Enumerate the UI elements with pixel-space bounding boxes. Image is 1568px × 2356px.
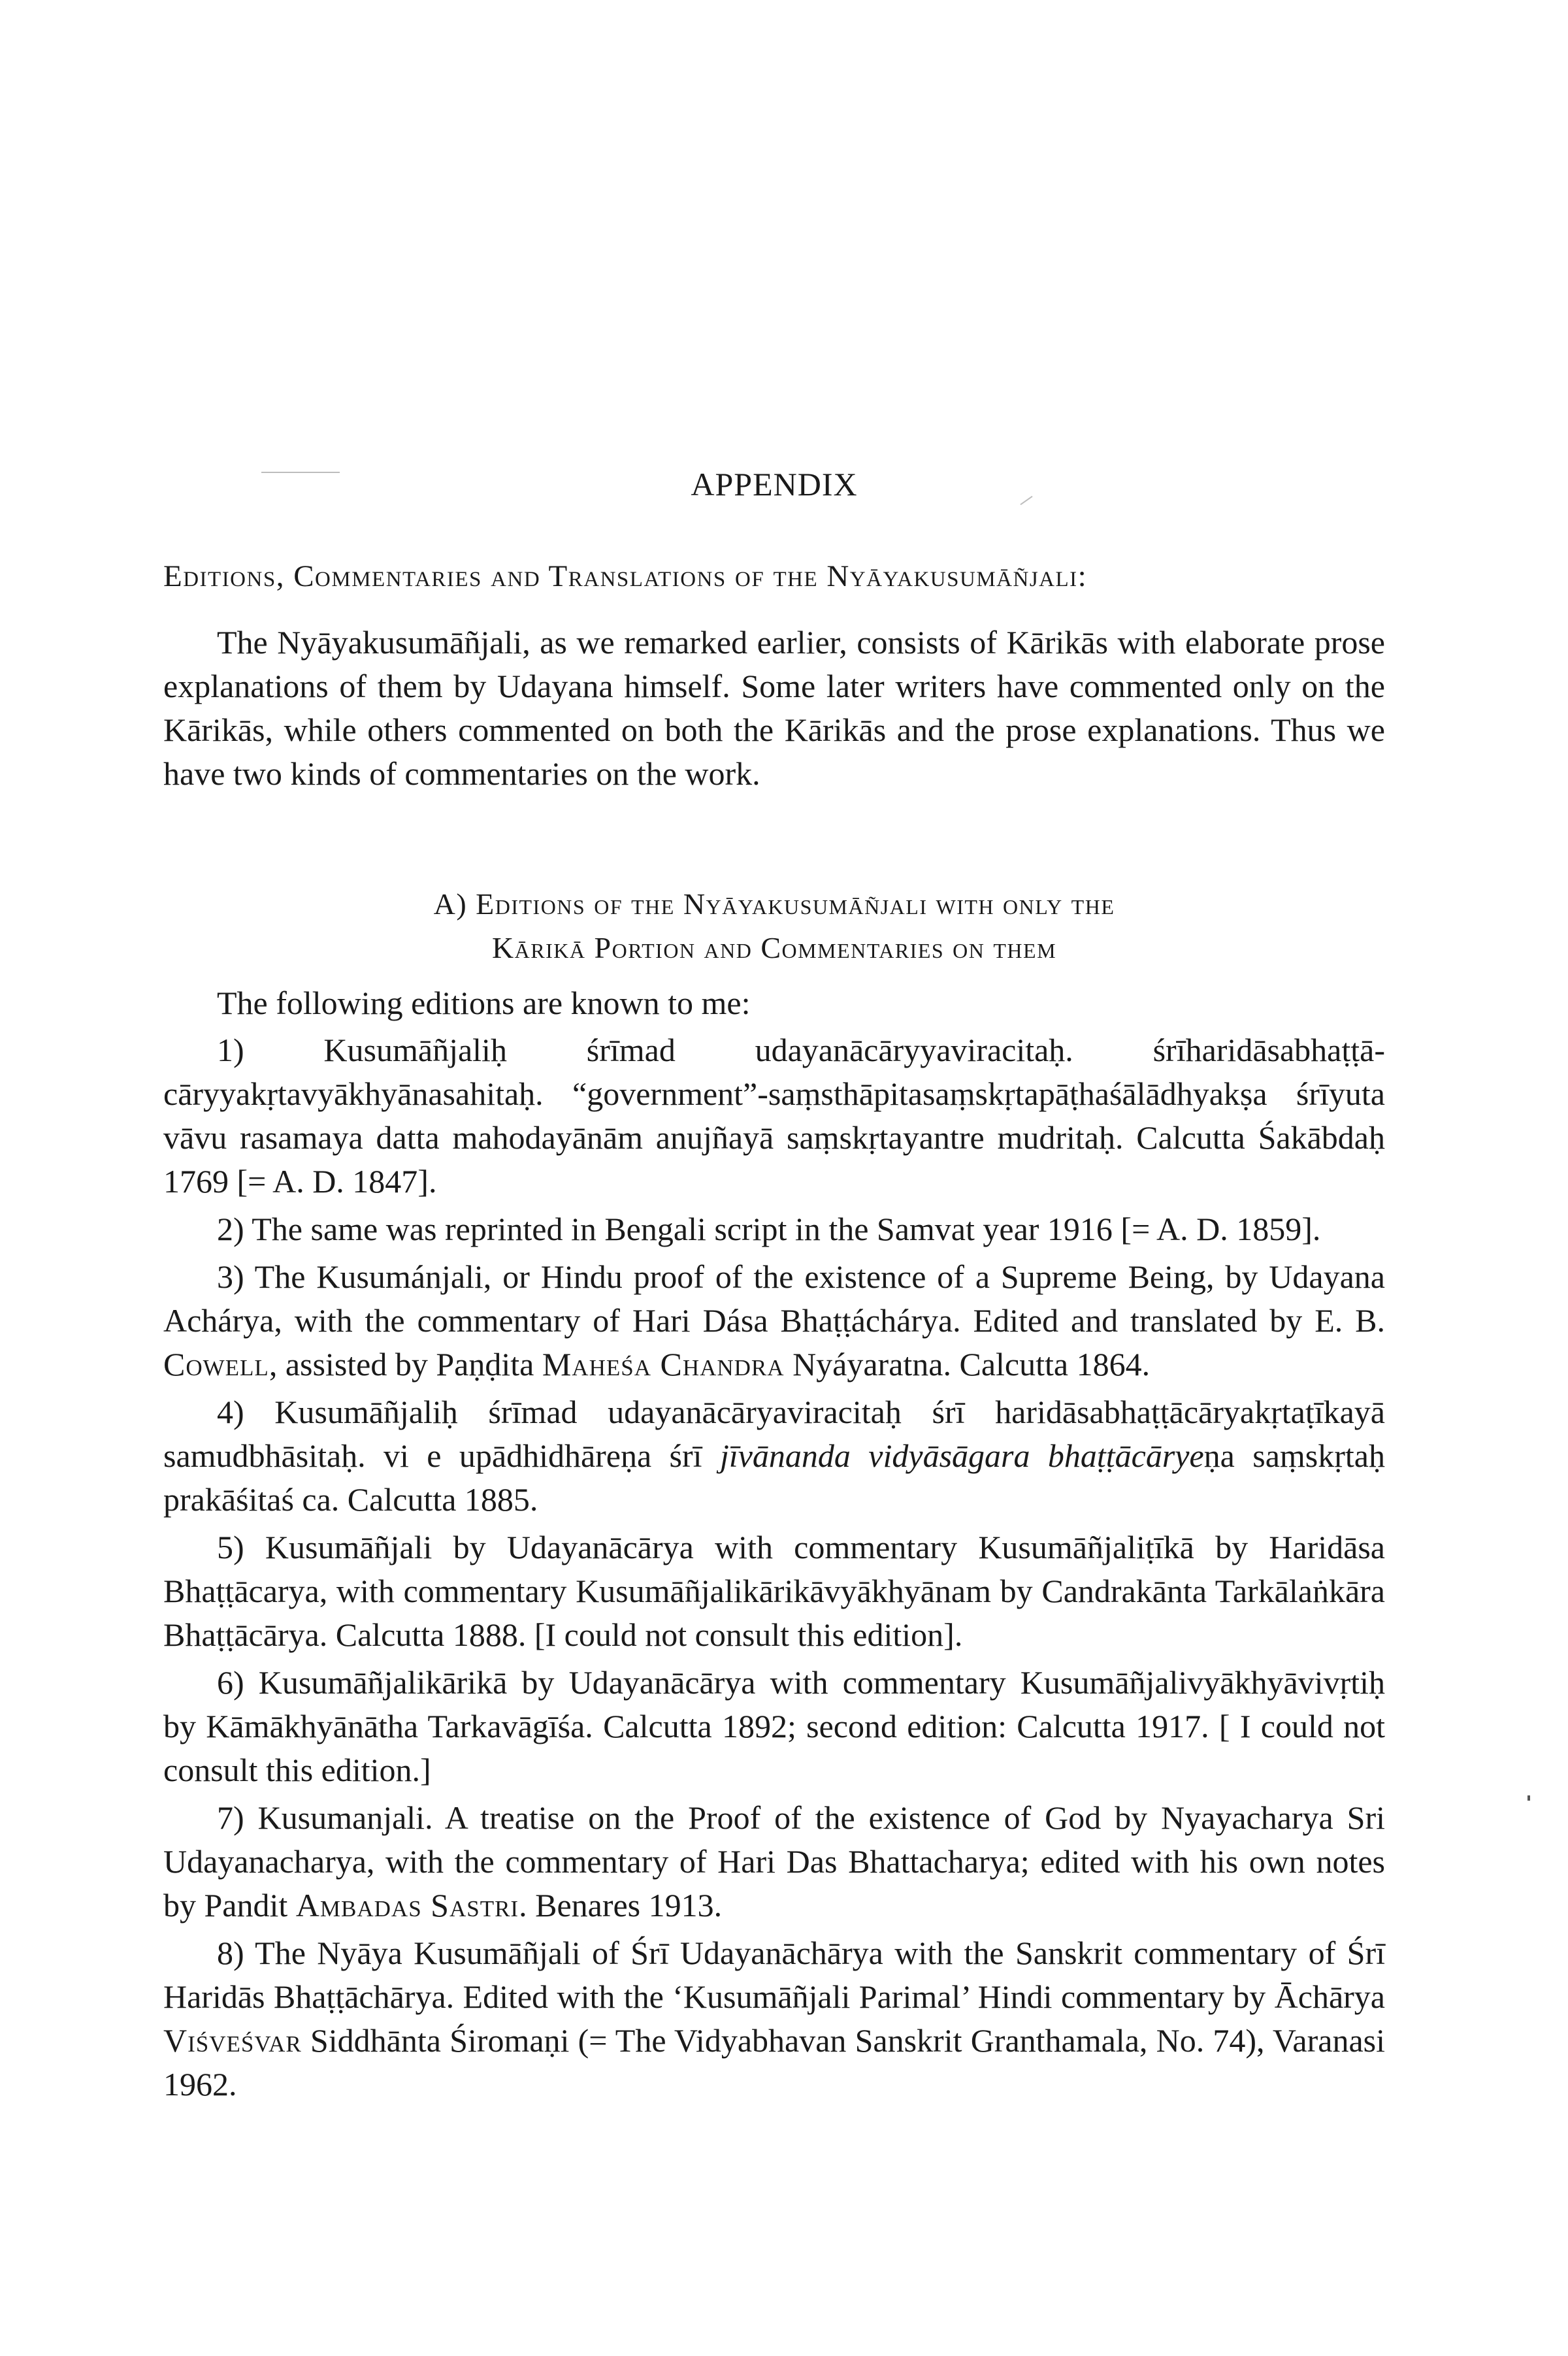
author-name: Cowell	[163, 1346, 269, 1383]
entry-text: Nyáyaratna. Calcutta 1864.	[784, 1346, 1151, 1383]
entry-text: 7) Kusumanjali. A treatise on the Proof of the existence of God by Nyayacharya Sri Udayanacharya, with the commentary of Hari Das Bhattacharya; edited with his own notes by Pandit	[163, 1799, 1385, 1923]
entry-text: Siddhānta Śiromaṇi (= The Vidyabhavan Sanskrit Granthamala, No. 74), Varanasi 1962.	[163, 2022, 1385, 2102]
page-title: APPENDIX	[691, 466, 858, 502]
list-item	[163, 1390, 1385, 1522]
entry-text: 8) The Nyāya Kusumāñjali of Śrī Udayanāchārya with the Sanskrit commentary of Śrī Haridās Bhaṭṭāchārya. Edited with the ‘Kusumāñjali Parimal’ Hindi commentary by Āchārya	[163, 1935, 1385, 2015]
section-heading: Editions, Commentaries and Translations of the Nyāyakusumāñjali:	[163, 559, 1088, 593]
entry-text: ṇa saṃskṛtaḥ prakāśitaś ca. Calcutta 1885.	[163, 1437, 1385, 1518]
intro-paragraph: The Nyāyakusumāñjali, as we remarked earlier, consists of Kārikās with elaborate prose explanations of them by Udayana himself. Some later writers have commented only on the Kārikās, while others commented on both the Kārikās and the prose explanations. Thus we have two kinds of commentaries on the work.	[163, 624, 1385, 792]
subsection-heading-line: A) Editions of the Nyāyakusumāñjali with only the	[433, 887, 1115, 921]
author-name: Viśveśvar	[163, 2022, 302, 2059]
list-item: 2) The same was reprinted in Bengali script in the Samvat year 1916 [= A. D. 1859].	[217, 1211, 1321, 1247]
list-item: 1) Kusumāñjaliḥ śrīmad udayanācāryyaviracitaḥ. śrīharidāsabhaṭṭācāryyakṛtavyākhyānasahitaḥ. “government”-saṃsthāpitasaṃskṛtapāṭhaśālādhyakṣa śrīyuta vāvu rasamaya datta mahodayānām anujñayā saṃskṛtayantre mudritaḥ. Calcutta Śakābdaḥ 1769 [= A. D. 1847].	[163, 1032, 1385, 1200]
document-page	[163, 0, 1385, 2356]
editions-list	[163, 1028, 1385, 2110]
list-item: 6) Kusumāñjalikārikā by Udayanācārya with commentary Kusumāñjalivyākhyāvivṛtiḥ by Kāmākhyānātha Tarkavāgīśa. Calcutta 1892; second edition: Calcutta 1917. [ I could not consult this edition.]	[163, 1664, 1385, 1788]
list-item	[163, 1255, 1385, 1386]
author-name: jīvānanda vidyāsāgara bhaṭṭācārye	[719, 1437, 1204, 1474]
subsection-heading	[163, 882, 1385, 970]
entry-text: 3) The Kusumánjali, or Hindu proof of the existence of a Supreme Being, by Udayana Achárya, with the commentary of Hari Dása Bhaṭṭáchárya. Edited and translated by E. B.	[163, 1258, 1385, 1339]
list-item	[163, 1796, 1385, 1927]
entry-text: . Benares 1913.	[519, 1887, 723, 1923]
entry-text: 4) Kusumāñjaliḥ śrīmad udayanācāryaviracitaḥ śrī haridāsabhaṭṭācāryakṛtaṭīkayā samudbhāsitaḥ. vi e upādhidhāreṇa śrī	[163, 1394, 1385, 1474]
editions-intro-line: The following editions are known to me:	[217, 985, 751, 1021]
scan-speck	[1527, 1795, 1530, 1801]
entry-text: , assisted by Paṇḍita	[269, 1346, 542, 1383]
subsection-heading-line: Kārikā Portion and Commentaries on them	[491, 931, 1057, 964]
list-item: 5) Kusumāñjali by Udayanācārya with commentary Kusumāñjaliṭīkā by Haridāsa Bhaṭṭācarya, with commentary Kusumāñjalikārikāvyākhyānam by Candrakānta Tarkālaṅkāra Bhaṭṭācārya. Calcutta 1888. [I could not consult this edition].	[163, 1529, 1385, 1653]
list-item	[163, 1931, 1385, 2106]
author-name: Maheśa Chandra	[542, 1346, 785, 1383]
author-name: Ambadas Sastri	[295, 1887, 519, 1923]
